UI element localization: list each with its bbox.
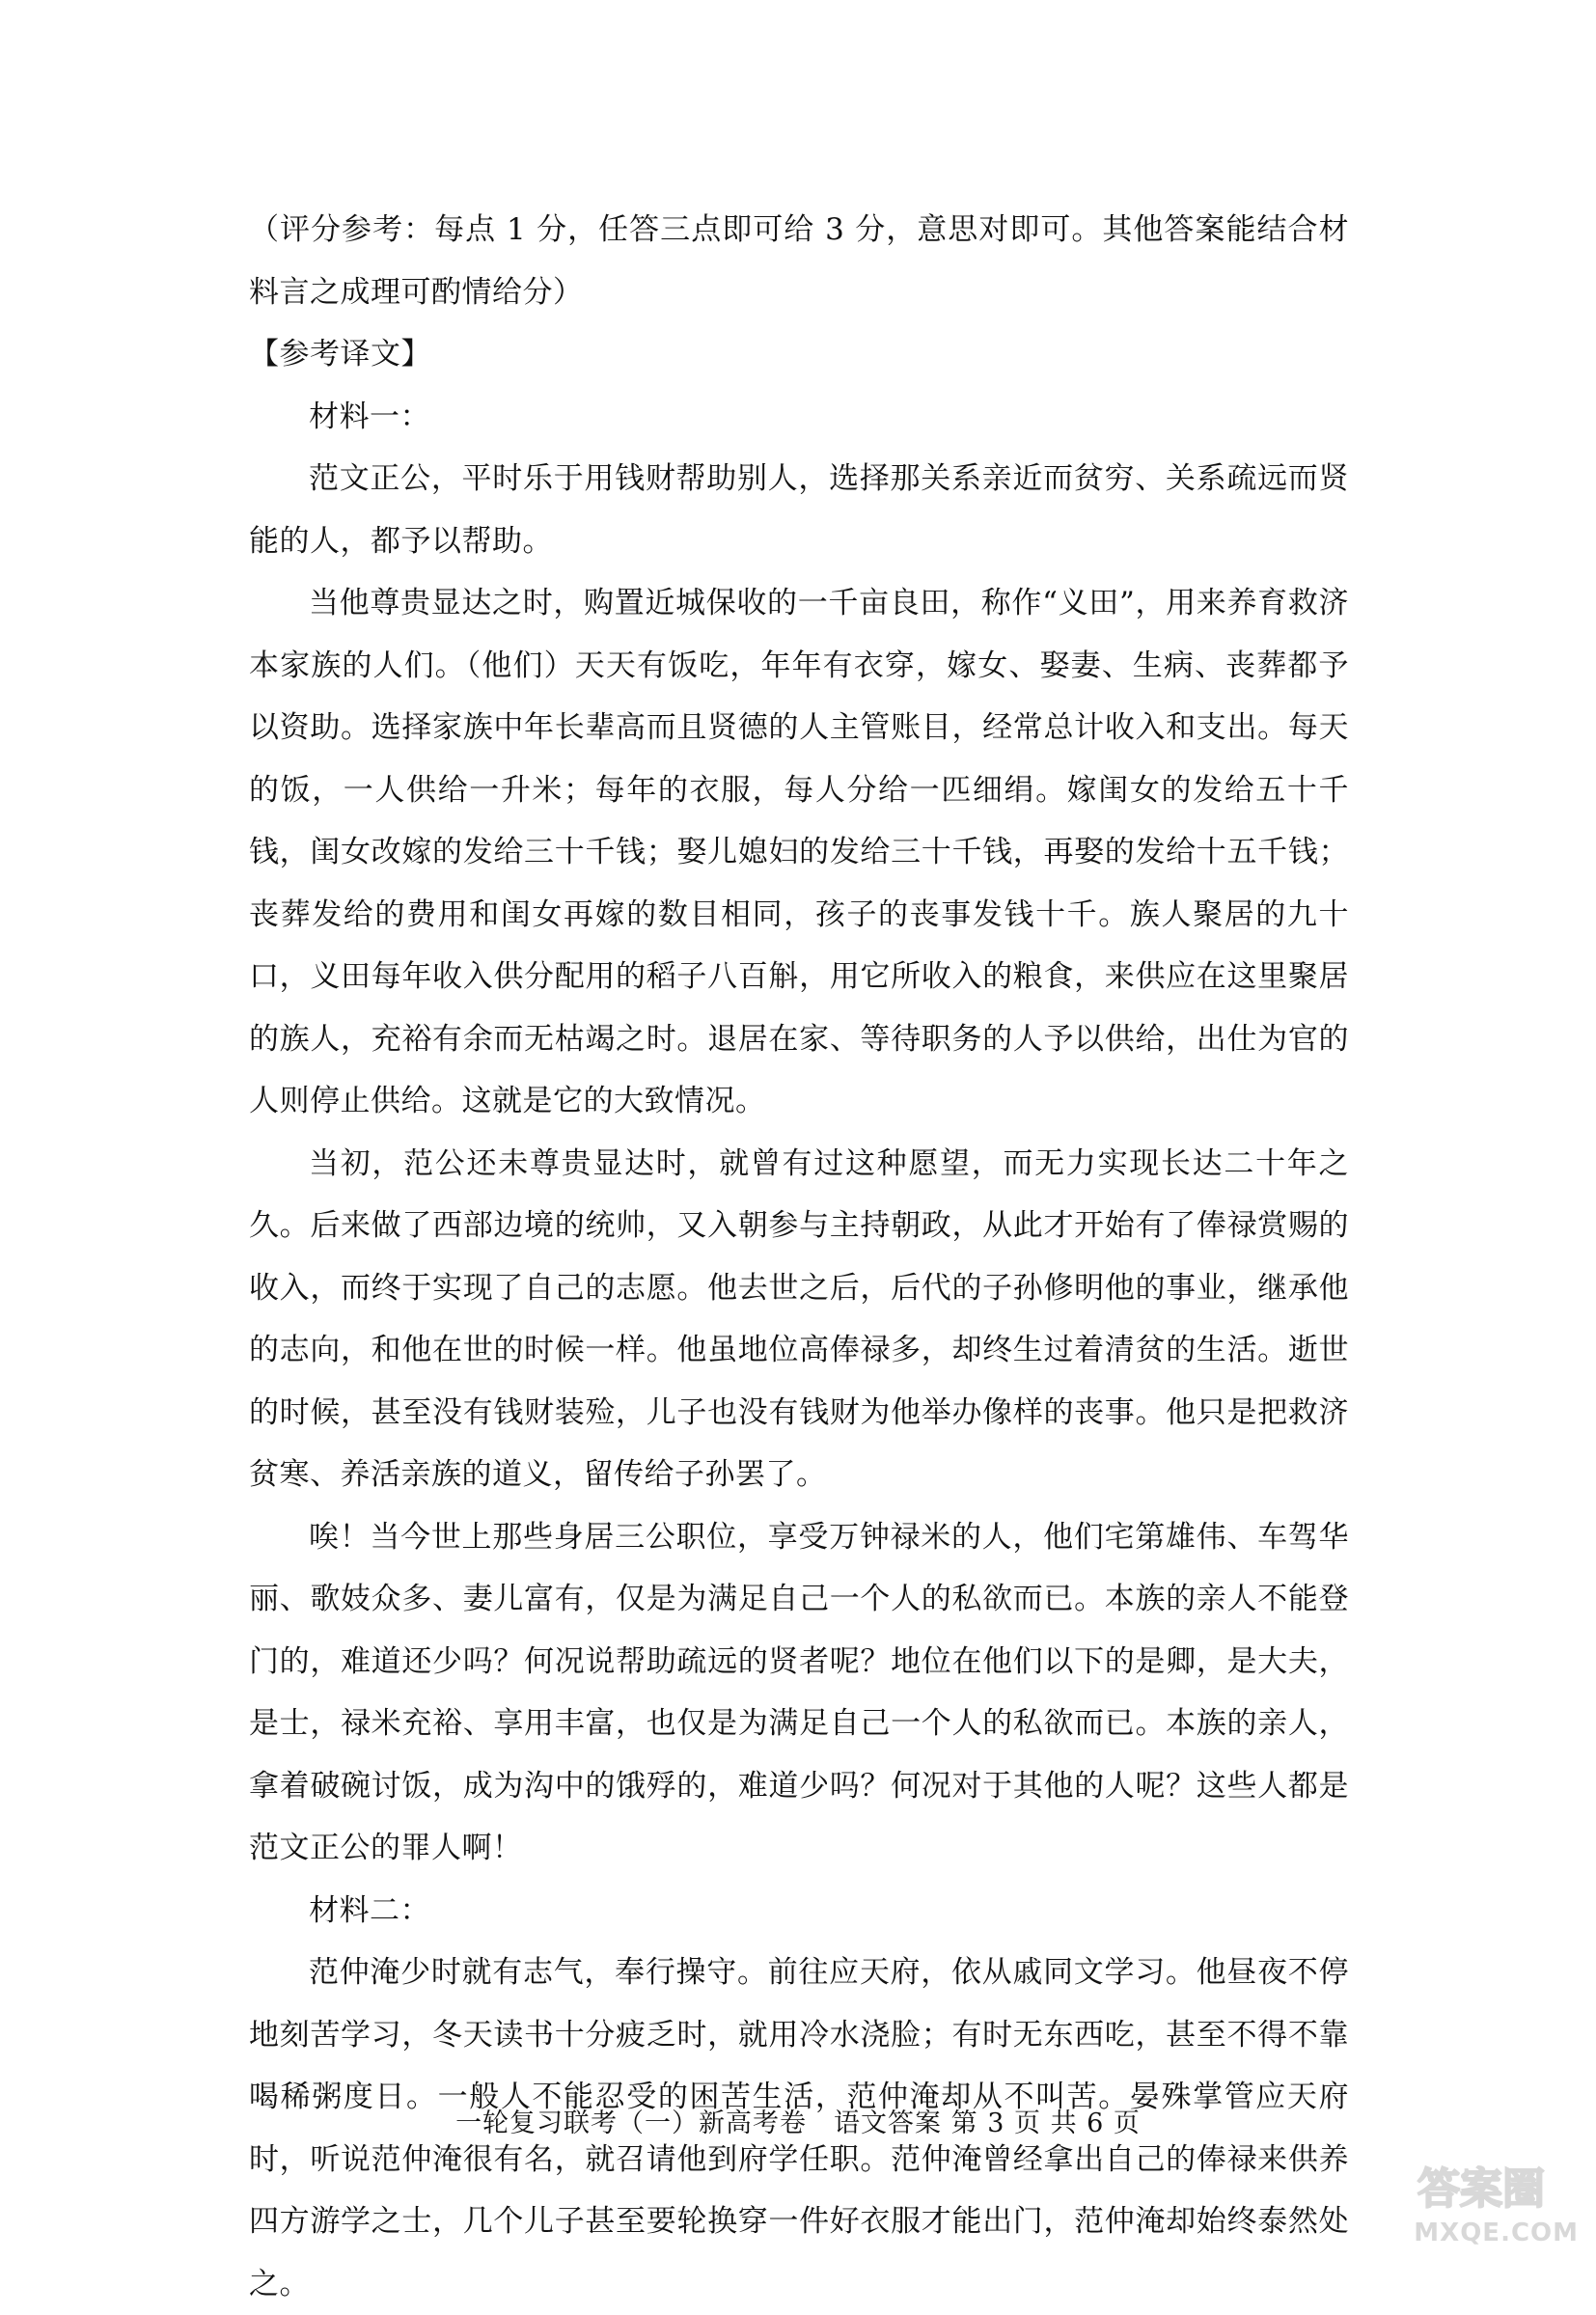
scoring-note: （评分参考：每点 1 分，任答三点即可给 3 分，意思对即可。其他答案能结合材料言之成理可酌情给分） [249,212,1349,310]
watermark-logo-icon [1390,2161,1573,2215]
page-footer: 一轮复习联考（一）新高考卷 语文答案 第 3 页 共 6 页 [455,2108,1141,2138]
translation-paragraph-3: 当初，范公还未尊贵显达时，就曾有过这种愿望，而无力实现长达二十年之久。后来做了西部边境的统帅，又入朝参与主持朝政，从此才开始有了俸禄赏赐的收入，而终于实现了自己的志愿。他去世之后，后代的子孙修明他的事业，继承他的志向，和他在世的时候一样。他虽地位高俸禄多，却终生过着清贫的生活。逝世的时候，甚至没有钱财装殓，儿子也没有钱财为他举办像样的丧事。他只是把救济贫寒、养活亲族的道义，留传给子孙罢了。 [249,1145,1349,1492]
translation-paragraph-5: 范仲淹少时就有志气，奉行操守。前往应天府，依从戚同文学习。他昼夜不停地刻苦学习，冬天读书十分疲乏时，就用冷水浇脸；有时无东西吃，甚至不得不靠喝稀粥度日。一般人不能忍受的困苦生活，范仲淹却从不叫苦。晏殊掌管应天府时，听说范仲淹很有名，就召请他到府学任职。范仲淹曾经拿出自己的俸禄来供养四方游学之士，几个儿子甚至要轮换穿一件好衣服才能出门，范仲淹却始终泰然处之。 [249,1955,1349,2301]
translation-paragraph-2: 当他尊贵显达之时，购置近城保收的一千亩良田，称作“义田”，用来养育救济本家族的人们。（他们）天天有饭吃，年年有衣穿，嫁女、娶妻、生病、丧葬都予以资助。选择家族中年长辈高而且贤德的人主管账目，经常总计收入和支出。每天的饭，一人供给一升米；每年的衣服，每人分给一匹细绢。嫁闺女的发给五十千钱，闺女改嫁的发给三十千钱；娶儿媳妇的发给三十千钱，再娶的发给十五千钱；丧葬发给的费用和闺女再嫁的数目相同，孩子的丧事发钱十千。族人聚居的九十口，义田每年收入供分配用的稻子八百斛，用它所收入的粮食，来供应在这里聚居的族人，充裕有余而无枯竭之时。退居在家、等待职务的人予以供给，出仕为官的人则停止供给。这就是它的大致情况。 [249,586,1349,1118]
watermark [1386,2161,1579,2247]
watermark-site-text: MXQE.COM [1414,2219,1579,2247]
document-body [249,199,1349,2315]
material-one-label: 材料一： [309,399,430,434]
watermark-logo-text: 答案圈 [1417,2164,1545,2214]
material-two-label: 材料二： [309,1892,430,1928]
section-heading-reference-translation: 【参考译文】 [249,337,431,372]
translation-paragraph-1: 范文正公，平时乐于用钱财帮助别人，选择那关系亲近而贫穷、关系疏远而贤能的人，都予以帮助。 [249,461,1349,559]
translation-paragraph-4: 唉！当今世上那些身居三公职位，享受万钟禄米的人，他们宅第雄伟、车驾华丽、歌妓众多、妻儿富有，仅是为满足自己一个人的私欲而已。本族的亲人不能登门的，难道还少吗？何况说帮助疏远的贤者呢？地位在他们以下的是卿，是大夫，是士，禄米充裕、享用丰富，也仅是为满足自己一个人的私欲而已。本族的亲人，拿着破碗讨饭，成为沟中的饿殍的，难道少吗？何况对于其他的人呢？这些人都是范文正公的罪人啊！ [249,1519,1349,1865]
